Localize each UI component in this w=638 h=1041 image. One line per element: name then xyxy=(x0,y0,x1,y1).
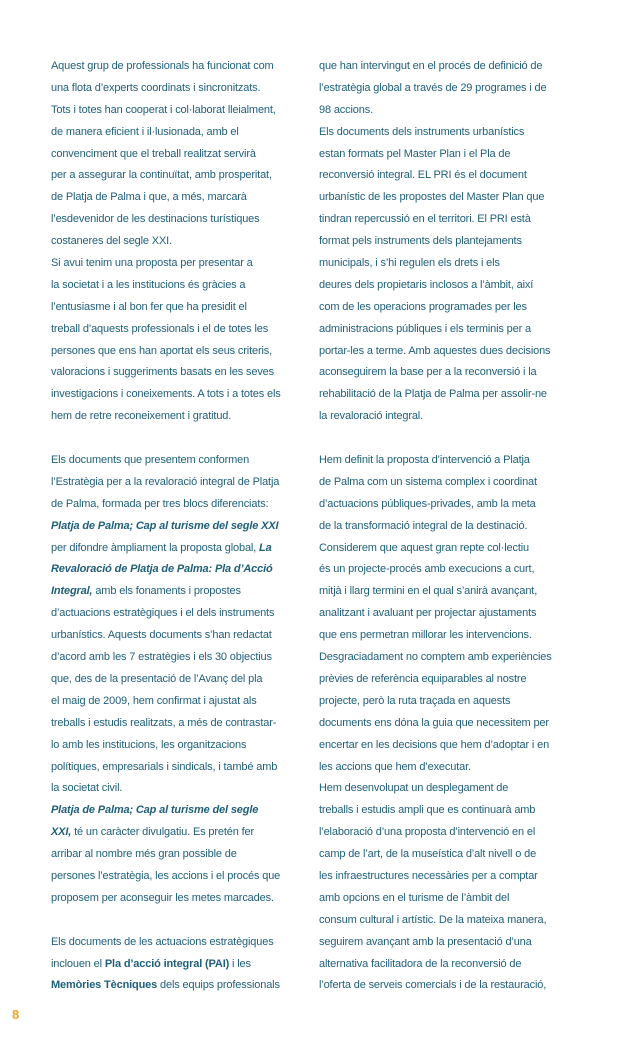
text-segment: Hem definit la proposta d’intervenció a Platja xyxy=(319,454,530,467)
text-segment: proposem per aconseguir les metes marcades. xyxy=(51,891,274,904)
text-line xyxy=(51,494,306,516)
emphasized-text: Memòries Tècniques xyxy=(51,979,158,992)
text-line xyxy=(51,297,306,319)
text-segment: les accions que hem d’executar. xyxy=(319,760,471,773)
text-segment: camp de l’art, de la museística d’alt nivell o de xyxy=(319,848,537,861)
text-line xyxy=(319,187,581,209)
text-line xyxy=(51,406,306,428)
text-line xyxy=(51,209,306,231)
text-line xyxy=(319,231,581,253)
text-line xyxy=(51,319,306,341)
text-line xyxy=(51,122,306,144)
text-segment: costaneres del segle XXI. xyxy=(51,235,172,248)
emphasized-text: Integral, xyxy=(51,585,93,598)
text-line xyxy=(51,603,306,625)
text-line xyxy=(319,603,581,625)
emphasized-text: Pla d’acció integral (PAI) xyxy=(104,957,230,970)
text-segment: rehabilitació de la Platja de Palma per assolir-ne xyxy=(319,388,547,401)
text-line xyxy=(51,362,306,384)
text-line xyxy=(51,778,306,800)
text-line xyxy=(51,472,306,494)
paragraph-gap xyxy=(51,910,306,932)
text-segment: arribar al nombre més gran possible de xyxy=(51,848,237,861)
text-segment: és un projecte-procés amb execucions a curt, xyxy=(319,563,535,576)
text-segment: el maig de 2009, hem confirmat i ajustat als xyxy=(51,694,257,707)
text-segment: tindran repercussió en el territori. El PRI està xyxy=(319,213,531,226)
text-segment: projecte, però la ruta traçada en aquests xyxy=(319,694,511,707)
text-segment: urbanístics. Aquests documents s’han redactat xyxy=(51,629,272,642)
text-segment: valoracions i suggeriments basats en les seves xyxy=(51,366,274,379)
text-line xyxy=(319,319,581,341)
text-segment: té un caràcter divulgatiu. Es pretén fer xyxy=(71,826,254,839)
text-line xyxy=(319,691,581,713)
text-segment: polítiques, empresarials i sindicals, i també amb xyxy=(51,760,278,773)
text-line xyxy=(51,844,306,866)
text-line xyxy=(319,450,581,472)
text-segment: la societat civil. xyxy=(51,782,123,795)
text-line xyxy=(51,100,306,122)
text-segment: de la transformació integral de la destinació. xyxy=(319,519,528,532)
right-text-column xyxy=(319,56,581,997)
text-segment: l’elaboració d’una proposta d’intervenció en el xyxy=(319,826,536,839)
text-segment: inclouen el xyxy=(51,957,105,970)
text-segment: lo amb les institucions, les organitzacions xyxy=(51,738,247,751)
text-line xyxy=(319,954,581,976)
text-segment: municipals, i s’hi regulen els drets i els xyxy=(319,257,500,270)
text-line xyxy=(319,910,581,932)
text-line xyxy=(319,975,581,997)
text-segment: portar-les a terme. Amb aquestes dues decisions xyxy=(319,344,551,357)
text-segment: persones que ens han aportat els seus criteris, xyxy=(51,344,273,357)
text-segment: per a assegurar la continuïtat, amb prosperitat, xyxy=(51,169,272,182)
text-line xyxy=(319,122,581,144)
text-line xyxy=(319,888,581,910)
text-line xyxy=(319,735,581,757)
text-segment: administracions públiques i els terminis per a xyxy=(319,322,531,335)
text-line xyxy=(319,866,581,888)
text-segment: que han intervingut en el procés de definició de xyxy=(319,60,543,72)
text-line xyxy=(51,275,306,297)
text-segment: d’actuacions estratègiques i el dels instruments xyxy=(51,607,275,620)
text-line xyxy=(319,647,581,669)
text-line xyxy=(319,341,581,363)
text-segment: hem de retre reconeixement i gratitud. xyxy=(51,410,232,423)
text-segment: prèvies de referència equiparables al nostre xyxy=(319,672,527,685)
text-segment: 98 accions. xyxy=(319,103,373,116)
text-line xyxy=(51,516,306,538)
text-line xyxy=(51,954,306,976)
text-segment: treballs i estudis ampli que es continuarà amb xyxy=(319,804,536,817)
text-line xyxy=(319,822,581,844)
text-segment: consum cultural i artístic. De la mateixa manera, xyxy=(319,913,547,926)
text-line xyxy=(51,559,306,581)
text-segment: Hem desenvolupat un desplegament de xyxy=(319,782,509,795)
text-line xyxy=(51,581,306,603)
text-segment: aconseguirem la base per a la reconversió i la xyxy=(319,366,537,379)
text-segment: de Palma, formada per tres blocs diferenciats: xyxy=(51,497,269,510)
text-segment: Els documents de les actuacions estratègiques xyxy=(51,935,274,948)
text-segment: les infraestructures necessàries per a comptar xyxy=(319,869,538,882)
text-segment: de Palma com un sistema complex i coordinat xyxy=(319,475,537,488)
text-line xyxy=(319,581,581,603)
text-segment: Aquest grup de professionals ha funcionat com xyxy=(51,60,274,72)
text-line xyxy=(51,144,306,166)
text-segment: encertar en les decisions que hem d’adoptar i en xyxy=(319,738,550,751)
text-line xyxy=(51,165,306,187)
text-segment: format pels instruments dels plantejaments xyxy=(319,235,522,248)
text-segment: l’entusiasme i al bon fer que ha presidit el xyxy=(51,300,247,313)
text-segment: dels equips professionals xyxy=(157,979,280,992)
text-line xyxy=(319,778,581,800)
text-segment: alternativa facilitadora de la reconversió de xyxy=(319,957,522,970)
text-segment: per difondre àmpliament la proposta global, xyxy=(51,541,260,554)
text-segment: la revaloració integral. xyxy=(319,410,424,423)
text-line xyxy=(51,78,306,100)
text-line xyxy=(319,297,581,319)
text-line xyxy=(319,538,581,560)
text-line xyxy=(319,494,581,516)
text-segment: Els documents dels instruments urbanístics xyxy=(319,125,525,138)
text-segment: d’actuacions públiques-privades, amb la meta xyxy=(319,497,536,510)
emphasized-text: Platja de Palma; Cap al turisme del segle XXI xyxy=(51,519,279,532)
text-line xyxy=(51,757,306,779)
text-segment: com de les operacions programades per les xyxy=(319,300,527,313)
page-number: 8 xyxy=(12,1007,20,1022)
text-segment: la societat i a les institucions és gràcies a xyxy=(51,278,246,291)
text-line xyxy=(319,165,581,187)
text-line xyxy=(319,253,581,275)
text-line xyxy=(319,406,581,428)
text-segment: Si avui tenim una proposta per presentar a xyxy=(51,257,253,270)
emphasized-text: Platja de Palma; Cap al turisme del segle xyxy=(51,804,259,817)
text-line xyxy=(51,713,306,735)
text-line xyxy=(51,822,306,844)
text-segment: Desgraciadament no comptem amb experiències xyxy=(319,651,552,664)
text-segment: Els documents que presentem conformen xyxy=(51,454,250,467)
paragraph-gap xyxy=(51,428,306,450)
text-line xyxy=(319,713,581,735)
text-line xyxy=(51,231,306,253)
text-segment: de Platja de Palma i que, a més, marcarà xyxy=(51,191,247,204)
text-line xyxy=(51,341,306,363)
text-segment: l’Estratègia per a la revaloració integral de Platja xyxy=(51,475,280,488)
emphasized-text: La xyxy=(259,541,272,554)
text-segment: una flota d’experts coordinats i sincronitzats. xyxy=(51,81,261,94)
text-line xyxy=(319,625,581,647)
text-line xyxy=(51,538,306,560)
text-segment: Tots i totes han cooperat i col·laborat lleialment, xyxy=(51,103,276,116)
text-line xyxy=(51,866,306,888)
text-segment: i les xyxy=(229,957,251,970)
text-line xyxy=(319,78,581,100)
text-line xyxy=(319,472,581,494)
text-segment: persones l’estratègia, les accions i el procés que xyxy=(51,869,281,882)
text-segment: que ens permetran millorar les intervencions. xyxy=(319,629,532,642)
text-segment: investigacions i coneixements. A tots i a totes els xyxy=(51,388,281,401)
text-line xyxy=(319,516,581,538)
text-segment: d’acord amb les 7 estratègies i els 30 objectius xyxy=(51,651,272,664)
text-line xyxy=(319,669,581,691)
text-segment: treball d’aquests professionals i el de totes les xyxy=(51,322,269,335)
text-segment: seguirem avançant amb la presentació d’una xyxy=(319,935,532,948)
text-line xyxy=(51,253,306,275)
text-line xyxy=(51,625,306,647)
text-line xyxy=(319,757,581,779)
text-segment: de manera eficient i il·lusionada, amb el xyxy=(51,125,239,138)
text-segment: estan formats pel Master Plan i el Pla de xyxy=(319,147,511,160)
text-line xyxy=(51,888,306,910)
text-line xyxy=(319,800,581,822)
text-segment: convenciment que el treball realitzat servirà xyxy=(51,147,256,160)
text-segment: documents ens dóna la guia que necessitem per xyxy=(319,716,549,729)
text-segment: que, des de la presentació de l’Avanç del pla xyxy=(51,672,263,685)
left-text-column xyxy=(51,56,306,997)
emphasized-text: Revaloració de Platja de Palma: Pla d’Acció xyxy=(51,563,273,576)
text-line xyxy=(51,450,306,472)
text-line xyxy=(319,559,581,581)
text-line xyxy=(319,384,581,406)
text-segment: Considerem que aquest gran repte col·lectiu xyxy=(319,541,530,554)
text-segment: deures dels propietaris inclosos a l’àmbit, així xyxy=(319,278,534,291)
text-segment: l’estratègia global a través de 29 programes i de xyxy=(319,81,547,94)
text-line xyxy=(319,362,581,384)
text-segment: urbanístic de les propostes del Master Plan que xyxy=(319,191,545,204)
text-line xyxy=(51,691,306,713)
text-segment: reconversió integral. EL PRI és el document xyxy=(319,169,527,182)
text-line xyxy=(319,144,581,166)
text-line xyxy=(319,209,581,231)
text-line xyxy=(319,844,581,866)
paragraph-gap xyxy=(319,428,581,450)
text-segment: l’oferta de serveis comercials i de la restauració, xyxy=(319,979,547,992)
text-line xyxy=(51,800,306,822)
text-segment: l’esdevenidor de les destinacions turístiques xyxy=(51,213,260,226)
text-line xyxy=(51,56,306,78)
text-line xyxy=(319,275,581,297)
text-segment: amb els fonaments i propostes xyxy=(92,585,241,598)
emphasized-text: XXI, xyxy=(51,826,72,839)
text-line xyxy=(51,735,306,757)
text-segment: analitzant i avaluant per projectar ajustaments xyxy=(319,607,537,620)
text-line xyxy=(51,932,306,954)
text-segment: treballs i estudis realitzats, a més de contrastar- xyxy=(51,716,277,729)
text-line xyxy=(319,56,581,78)
text-segment: mitjà i llarg termini en el qual s’anirà avançant, xyxy=(319,585,538,598)
text-line xyxy=(51,669,306,691)
text-line xyxy=(319,100,581,122)
text-line xyxy=(51,384,306,406)
text-line xyxy=(51,975,306,997)
text-line xyxy=(319,932,581,954)
text-line xyxy=(51,187,306,209)
text-segment: amb opcions en el turisme de l’àmbit del xyxy=(319,891,510,904)
text-line xyxy=(51,647,306,669)
